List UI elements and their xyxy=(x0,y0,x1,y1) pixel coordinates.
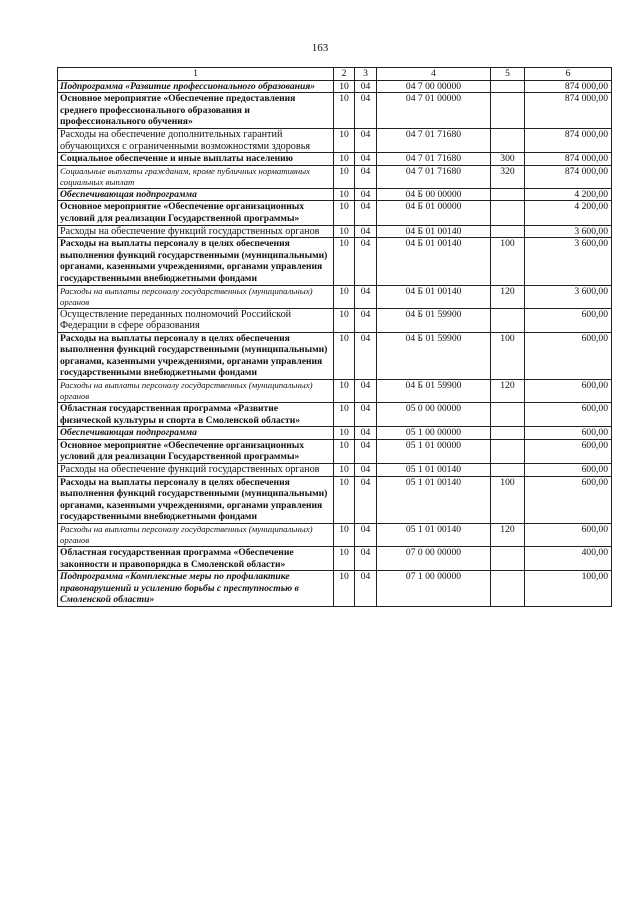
target-article-cell: 07 0 00 00000 xyxy=(377,547,491,571)
column-header: 6 xyxy=(525,68,612,81)
row-name-cell: Подпрограмма «Комплексные меры по профилактике правонарушений и усилению борьбы с преступностью в Смоленской области» xyxy=(58,571,334,607)
subsection-code-cell: 04 xyxy=(355,153,377,166)
row-name-cell: Основное мероприятие «Обеспечение организационных условий для реализации Государственной программы» xyxy=(58,201,334,225)
target-article-cell: 04 Б 01 59900 xyxy=(377,332,491,379)
amount-cell: 100,00 xyxy=(525,571,612,607)
subsection-code-cell: 04 xyxy=(355,464,377,477)
subsection-code-cell: 04 xyxy=(355,547,377,571)
budget-table xyxy=(57,67,612,607)
row-name-cell: Социальное обеспечение и иные выплаты населению xyxy=(58,153,334,166)
expense-type-cell: 100 xyxy=(491,332,525,379)
expense-type-cell xyxy=(491,439,525,463)
row-name-cell: Подпрограмма «Развитие профессионального образования» xyxy=(58,80,334,93)
subsection-code-cell: 04 xyxy=(355,403,377,427)
expense-type-cell: 120 xyxy=(491,380,525,403)
section-code-cell: 10 xyxy=(334,571,355,607)
row-name-cell: Обеспечивающая подпрограмма xyxy=(58,188,334,201)
section-code-cell: 10 xyxy=(334,403,355,427)
row-name-cell: Расходы на обеспечение дополнительных гарантий обучающихся с ограниченными возможностями здоровья xyxy=(58,128,334,152)
table-row xyxy=(58,238,612,285)
section-code-cell: 10 xyxy=(334,165,355,188)
section-code-cell: 10 xyxy=(334,225,355,238)
expense-type-cell: 100 xyxy=(491,238,525,285)
target-article-cell: 04 7 01 00000 xyxy=(377,93,491,129)
row-name-cell: Обеспечивающая подпрограмма xyxy=(58,427,334,440)
target-article-cell: 04 Б 01 59900 xyxy=(377,380,491,403)
subsection-code-cell: 04 xyxy=(355,476,377,523)
expense-type-cell xyxy=(491,308,525,332)
expense-type-cell xyxy=(491,464,525,477)
section-code-cell: 10 xyxy=(334,332,355,379)
table-row xyxy=(58,476,612,523)
subsection-code-cell: 04 xyxy=(355,201,377,225)
amount-cell: 600,00 xyxy=(525,403,612,427)
row-name-cell: Основное мероприятие «Обеспечение предоставления среднего профессионального образования и профессионального обучения» xyxy=(58,93,334,129)
row-name-cell: Осуществление переданных полномочий Российской Федерации в сфере образования xyxy=(58,308,334,332)
section-code-cell: 10 xyxy=(334,476,355,523)
target-article-cell: 05 1 00 00000 xyxy=(377,427,491,440)
target-article-cell: 04 Б 00 00000 xyxy=(377,188,491,201)
amount-cell: 600,00 xyxy=(525,332,612,379)
expense-type-cell xyxy=(491,427,525,440)
expense-type-cell xyxy=(491,93,525,129)
expense-type-cell xyxy=(491,225,525,238)
subsection-code-cell: 04 xyxy=(355,238,377,285)
column-header: 1 xyxy=(58,68,334,81)
table-row xyxy=(58,285,612,308)
section-code-cell: 10 xyxy=(334,547,355,571)
subsection-code-cell: 04 xyxy=(355,380,377,403)
subsection-code-cell: 04 xyxy=(355,128,377,152)
section-code-cell: 10 xyxy=(334,524,355,547)
target-article-cell: 05 0 00 00000 xyxy=(377,403,491,427)
target-article-cell: 05 1 01 00000 xyxy=(377,439,491,463)
subsection-code-cell: 04 xyxy=(355,165,377,188)
row-name-cell: Социальные выплаты гражданам, кроме публичных нормативных социальных выплат xyxy=(58,165,334,188)
amount-cell: 600,00 xyxy=(525,476,612,523)
table-header-row xyxy=(58,68,612,81)
amount-cell: 400,00 xyxy=(525,547,612,571)
amount-cell: 874 000,00 xyxy=(525,80,612,93)
table-row xyxy=(58,403,612,427)
expense-type-cell: 120 xyxy=(491,285,525,308)
section-code-cell: 10 xyxy=(334,80,355,93)
target-article-cell: 04 Б 01 00140 xyxy=(377,238,491,285)
subsection-code-cell: 04 xyxy=(355,439,377,463)
row-name-cell: Основное мероприятие «Обеспечение организационных условий для реализации Государственной программы» xyxy=(58,439,334,463)
table-row xyxy=(58,380,612,403)
target-article-cell: 07 1 00 00000 xyxy=(377,571,491,607)
amount-cell: 600,00 xyxy=(525,308,612,332)
expense-type-cell xyxy=(491,571,525,607)
table-row xyxy=(58,225,612,238)
amount-cell: 874 000,00 xyxy=(525,165,612,188)
expense-type-cell xyxy=(491,128,525,152)
subsection-code-cell: 04 xyxy=(355,427,377,440)
target-article-cell: 05 1 01 00140 xyxy=(377,476,491,523)
table-row xyxy=(58,571,612,607)
section-code-cell: 10 xyxy=(334,285,355,308)
table-row xyxy=(58,201,612,225)
expense-type-cell xyxy=(491,547,525,571)
subsection-code-cell: 04 xyxy=(355,332,377,379)
table-row xyxy=(58,464,612,477)
subsection-code-cell: 04 xyxy=(355,285,377,308)
section-code-cell: 10 xyxy=(334,93,355,129)
table-row xyxy=(58,153,612,166)
target-article-cell: 05 1 01 00140 xyxy=(377,464,491,477)
target-article-cell: 04 Б 01 00140 xyxy=(377,225,491,238)
expense-type-cell: 100 xyxy=(491,476,525,523)
section-code-cell: 10 xyxy=(334,238,355,285)
section-code-cell: 10 xyxy=(334,201,355,225)
column-header: 2 xyxy=(334,68,355,81)
section-code-cell: 10 xyxy=(334,439,355,463)
expense-type-cell xyxy=(491,188,525,201)
section-code-cell: 10 xyxy=(334,427,355,440)
target-article-cell: 04 7 00 00000 xyxy=(377,80,491,93)
subsection-code-cell: 04 xyxy=(355,93,377,129)
subsection-code-cell: 04 xyxy=(355,308,377,332)
amount-cell: 4 200,00 xyxy=(525,201,612,225)
amount-cell: 600,00 xyxy=(525,439,612,463)
row-name-cell: Расходы на выплаты персоналу в целях обеспечения выполнения функций государственными (муниципальными) органами, казенными учреждениями, органами управления государственными внебюджетными фондами xyxy=(58,238,334,285)
target-article-cell: 04 7 01 71680 xyxy=(377,165,491,188)
amount-cell: 4 200,00 xyxy=(525,188,612,201)
table-row xyxy=(58,128,612,152)
section-code-cell: 10 xyxy=(334,464,355,477)
row-name-cell: Расходы на выплаты персоналу в целях обеспечения выполнения функций государственными (муниципальными) органами, казенными учреждениями, органами управления государственными внебюджетными фондами xyxy=(58,476,334,523)
row-name-cell: Расходы на выплаты персоналу в целях обеспечения выполнения функций государственными (муниципальными) органами, казенными учреждениями, органами управления государственными внебюджетными фондами xyxy=(58,332,334,379)
row-name-cell: Областная государственная программа «Развитие физической культуры и спорта в Смоленской области» xyxy=(58,403,334,427)
target-article-cell: 04 Б 01 59900 xyxy=(377,308,491,332)
section-code-cell: 10 xyxy=(334,188,355,201)
table-row xyxy=(58,165,612,188)
amount-cell: 3 600,00 xyxy=(525,225,612,238)
table-row xyxy=(58,427,612,440)
table-row xyxy=(58,93,612,129)
amount-cell: 874 000,00 xyxy=(525,153,612,166)
target-article-cell: 04 Б 01 00140 xyxy=(377,285,491,308)
table-row xyxy=(58,547,612,571)
section-code-cell: 10 xyxy=(334,380,355,403)
column-header: 5 xyxy=(491,68,525,81)
section-code-cell: 10 xyxy=(334,153,355,166)
row-name-cell: Расходы на выплаты персоналу государственных (муниципальных) органов xyxy=(58,524,334,547)
row-name-cell: Расходы на обеспечение функций государственных органов xyxy=(58,464,334,477)
amount-cell: 874 000,00 xyxy=(525,93,612,129)
subsection-code-cell: 04 xyxy=(355,225,377,238)
table-row xyxy=(58,332,612,379)
amount-cell: 874 000,00 xyxy=(525,128,612,152)
page-number: 163 xyxy=(311,42,329,54)
amount-cell: 3 600,00 xyxy=(525,238,612,285)
target-article-cell: 04 7 01 71680 xyxy=(377,128,491,152)
section-code-cell: 10 xyxy=(334,128,355,152)
table-row xyxy=(58,188,612,201)
row-name-cell: Расходы на выплаты персоналу государственных (муниципальных) органов xyxy=(58,285,334,308)
section-code-cell: 10 xyxy=(334,308,355,332)
row-name-cell: Областная государственная программа «Обеспечение законности и правопорядка в Смоленской области» xyxy=(58,547,334,571)
amount-cell: 600,00 xyxy=(525,427,612,440)
amount-cell: 600,00 xyxy=(525,464,612,477)
table-row xyxy=(58,439,612,463)
target-article-cell: 04 7 01 71680 xyxy=(377,153,491,166)
amount-cell: 600,00 xyxy=(525,380,612,403)
target-article-cell: 04 Б 01 00000 xyxy=(377,201,491,225)
table-row xyxy=(58,80,612,93)
subsection-code-cell: 04 xyxy=(355,524,377,547)
row-name-cell: Расходы на обеспечение функций государственных органов xyxy=(58,225,334,238)
expense-type-cell: 120 xyxy=(491,524,525,547)
table-row xyxy=(58,308,612,332)
expense-type-cell: 320 xyxy=(491,165,525,188)
expense-type-cell xyxy=(491,201,525,225)
row-name-cell: Расходы на выплаты персоналу государственных (муниципальных) органов xyxy=(58,380,334,403)
column-header: 4 xyxy=(377,68,491,81)
amount-cell: 600,00 xyxy=(525,524,612,547)
subsection-code-cell: 04 xyxy=(355,571,377,607)
target-article-cell: 05 1 01 00140 xyxy=(377,524,491,547)
subsection-code-cell: 04 xyxy=(355,188,377,201)
subsection-code-cell: 04 xyxy=(355,80,377,93)
expense-type-cell xyxy=(491,403,525,427)
amount-cell: 3 600,00 xyxy=(525,285,612,308)
column-header: 3 xyxy=(355,68,377,81)
table-row xyxy=(58,524,612,547)
expense-type-cell: 300 xyxy=(491,153,525,166)
expense-type-cell xyxy=(491,80,525,93)
